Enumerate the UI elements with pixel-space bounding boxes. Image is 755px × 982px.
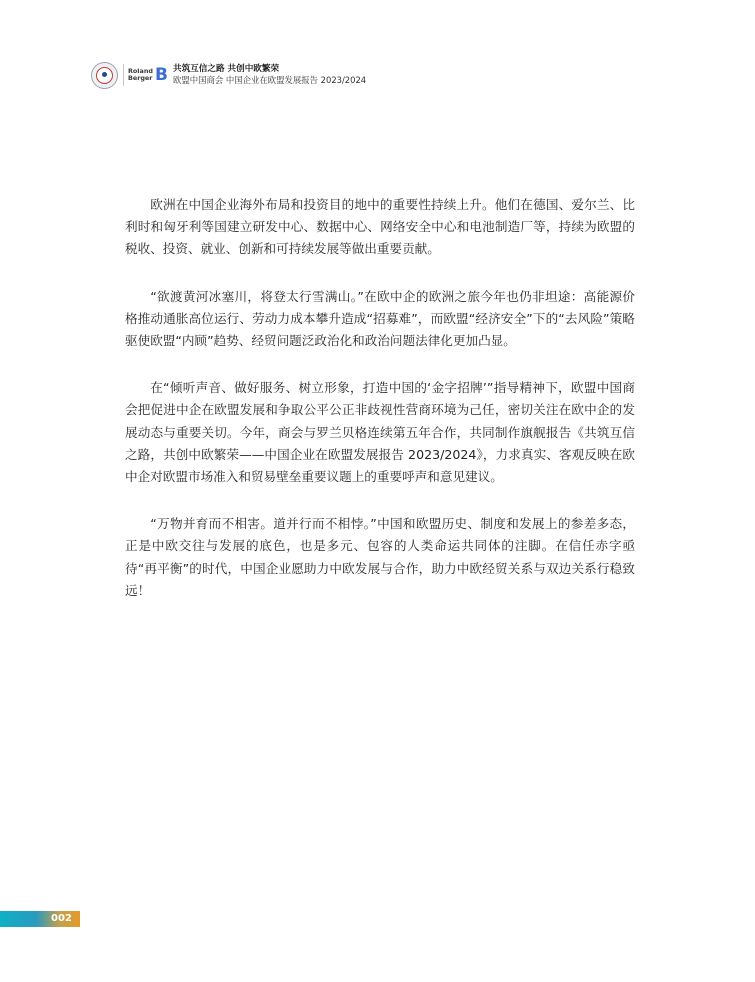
chamber-emblem-icon — [91, 62, 118, 89]
roland-berger-wordmark: Roland Berger — [128, 67, 153, 82]
report-subtitle: 欧盟中国商会 中国企业在欧盟发展报告 2023/2024 — [172, 75, 367, 85]
foreword-body — [125, 194, 635, 627]
page-number: 002 — [51, 913, 72, 924]
paragraph: 在“倾听声音、做好服务、树立形象，打造中国的‘金字招牌’”指导精神下，欧盟中国商会把促进中企在欧盟发展和争取公平公正非歧视性营商环境为己任，密切关注在欧中企的发展动态与重要关切。今年，商会与罗兰贝格连续第五年合作，共同制作旗舰报告《共筑互信之路，共创中欧繁荣——中国企业在欧盟发展报告 2023/2024》，力求真实、客观反映在欧中企对欧盟市场准入和贸易壁垒重要议题上的重要呼声和意见建议。 — [125, 380, 635, 485]
header-titles — [173, 64, 366, 86]
paragraph: “欲渡黄河冰塞川，将登太行雪满山。”在欧中企的欧洲之旅今年也仍非坦途：高能源价格推动通胀高位运行、劳动力成本攀升造成“招募难”，而欧盟“经济安全”下的“去风险”策略驱使欧盟“内顾”趋势、经贸问题泛政治化和政治问题法律化更加凸显。 — [125, 288, 635, 349]
paragraph: 欧洲在中国企业海外布局和投资目的地中的重要性持续上升。他们在德国、爱尔兰、比利时和匈牙利等国建立研发中心、数据中心、网络安全中心和电池制造厂等，持续为欧盟的税收、投资、就业、创新和可持续发展等做出重要贡献。 — [125, 197, 635, 257]
report-slogan: 共筑互信之路 共创中欧繁荣 — [172, 64, 280, 74]
roland-berger-b-icon: B — [155, 64, 168, 85]
report-header — [91, 61, 366, 89]
paragraph: “万物并育而不相害。道并行而不相悖。”中国和欧盟历史、制度和发展上的参差多态，正是中欧交往与发展的底色，也是多元、包容的人类命运共同体的注脚。在信任赤字亟待“再平衡”的时代，中国企业愿助力中欧发展与合作，助力中欧经贸关系与双边关系行稳致远！ — [125, 516, 635, 598]
roland-berger-logo — [123, 64, 168, 86]
